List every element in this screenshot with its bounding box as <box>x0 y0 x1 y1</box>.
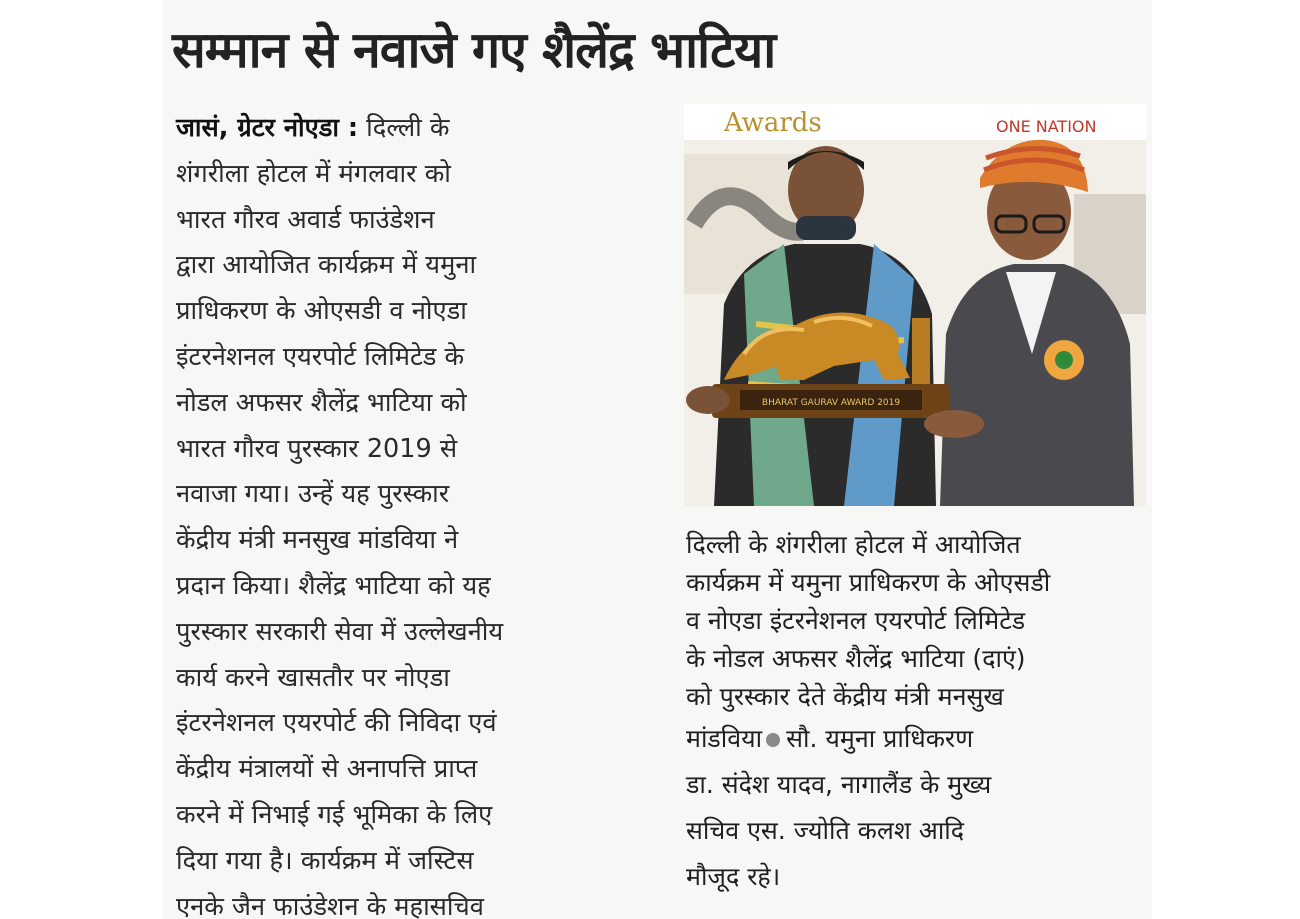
article-line-text: दिल्ली के <box>366 113 450 143</box>
article-line: प्राधिकरण के ओएसडी व नोएडा <box>176 296 467 327</box>
article-body <box>176 106 646 919</box>
article-line: नोडल अफसर शैलेंद्र भाटिया को <box>176 387 467 418</box>
caption-credit-line <box>686 716 1146 762</box>
article-line: कार्य करने खासतौर पर नोएडा <box>176 662 450 693</box>
article-line: इंटरनेशनल एयरपोर्ट की निविदा एवं <box>176 708 497 739</box>
right-hand <box>924 410 984 438</box>
caption-line-text: मांडविया <box>686 724 763 753</box>
article-line: एनके जैन फाउंडेशन के महासचिव <box>176 891 484 919</box>
trophy-pillar <box>912 318 930 384</box>
caption-line: सचिव एस. ज्योति कलश आदि <box>686 816 965 845</box>
article-line: केंद्रीय मंत्रालयों से अनापत्ति प्राप्त <box>176 754 478 785</box>
article-line: दिया गया है। कार्यक्रम में जस्टिस <box>176 845 474 876</box>
rosette-center <box>1055 351 1073 369</box>
article-line: भारत गौरव अवार्ड फाउंडेशन <box>176 204 435 235</box>
award-photo <box>684 104 1146 506</box>
article-line: केंद्रीय मंत्री मनसुख मांडविया ने <box>176 525 459 556</box>
caption-line: के नोडल अफसर शैलेंद्र भाटिया (दाएं) <box>686 644 1026 673</box>
left-hand <box>686 386 730 414</box>
caption-line: कार्यक्रम में यमुना प्राधिकरण के ओएसडी <box>686 568 1051 597</box>
article-line: भारत गौरव पुरस्कार 2019 से <box>176 433 458 464</box>
caption-line: व नोएडा इंटरनेशनल एयरपोर्ट लिमिटेड <box>686 606 1026 635</box>
article-line: द्वारा आयोजित कार्यक्रम में यमुना <box>176 250 477 281</box>
banner-left-text: Awards <box>724 108 822 138</box>
headline: सम्मान से नवाजे गए शैलेंद्र भाटिया <box>172 21 776 79</box>
article-line: पुरस्कार सरकारी सेवा में उल्लेखनीय <box>176 616 504 647</box>
caption-line: दिल्ली के शंगरीला होटल में आयोजित <box>686 530 1021 559</box>
award-photo-illustration <box>684 104 1146 506</box>
photo-credit: सौ. यमुना प्राधिकरण <box>786 724 974 753</box>
photo-caption <box>686 526 1146 906</box>
article-line: शंगरीला होटल में मंगलवार को <box>176 158 451 189</box>
banner-right-text: ONE NATION <box>996 117 1097 136</box>
article-line: प्रदान किया। शैलेंद्र भाटिया को यह <box>176 570 491 601</box>
article-line <box>176 106 646 152</box>
face-mask <box>796 216 856 240</box>
article-line: इंटरनेशनल एयरपोर्ट लिमिटेड के <box>176 341 465 372</box>
caption-line: डा. संदेश यादव, नागालैंड के मुख्य <box>686 770 992 799</box>
trophy-plate-text: BHARAT GAURAV AWARD 2019 <box>761 398 901 408</box>
dateline: जासं, ग्रेटर नोएडा : <box>176 113 359 143</box>
caption-line: को पुरस्कार देते केंद्रीय मंत्री मनसुख <box>686 682 1004 711</box>
bullet-dot-icon <box>766 733 780 747</box>
article-line: नवाजा गया। उन्हें यह पुरस्कार <box>176 479 450 510</box>
article-line: करने में निभाई गई भूमिका के लिए <box>176 799 493 830</box>
caption-line: मौजूद रहे। <box>686 862 781 891</box>
